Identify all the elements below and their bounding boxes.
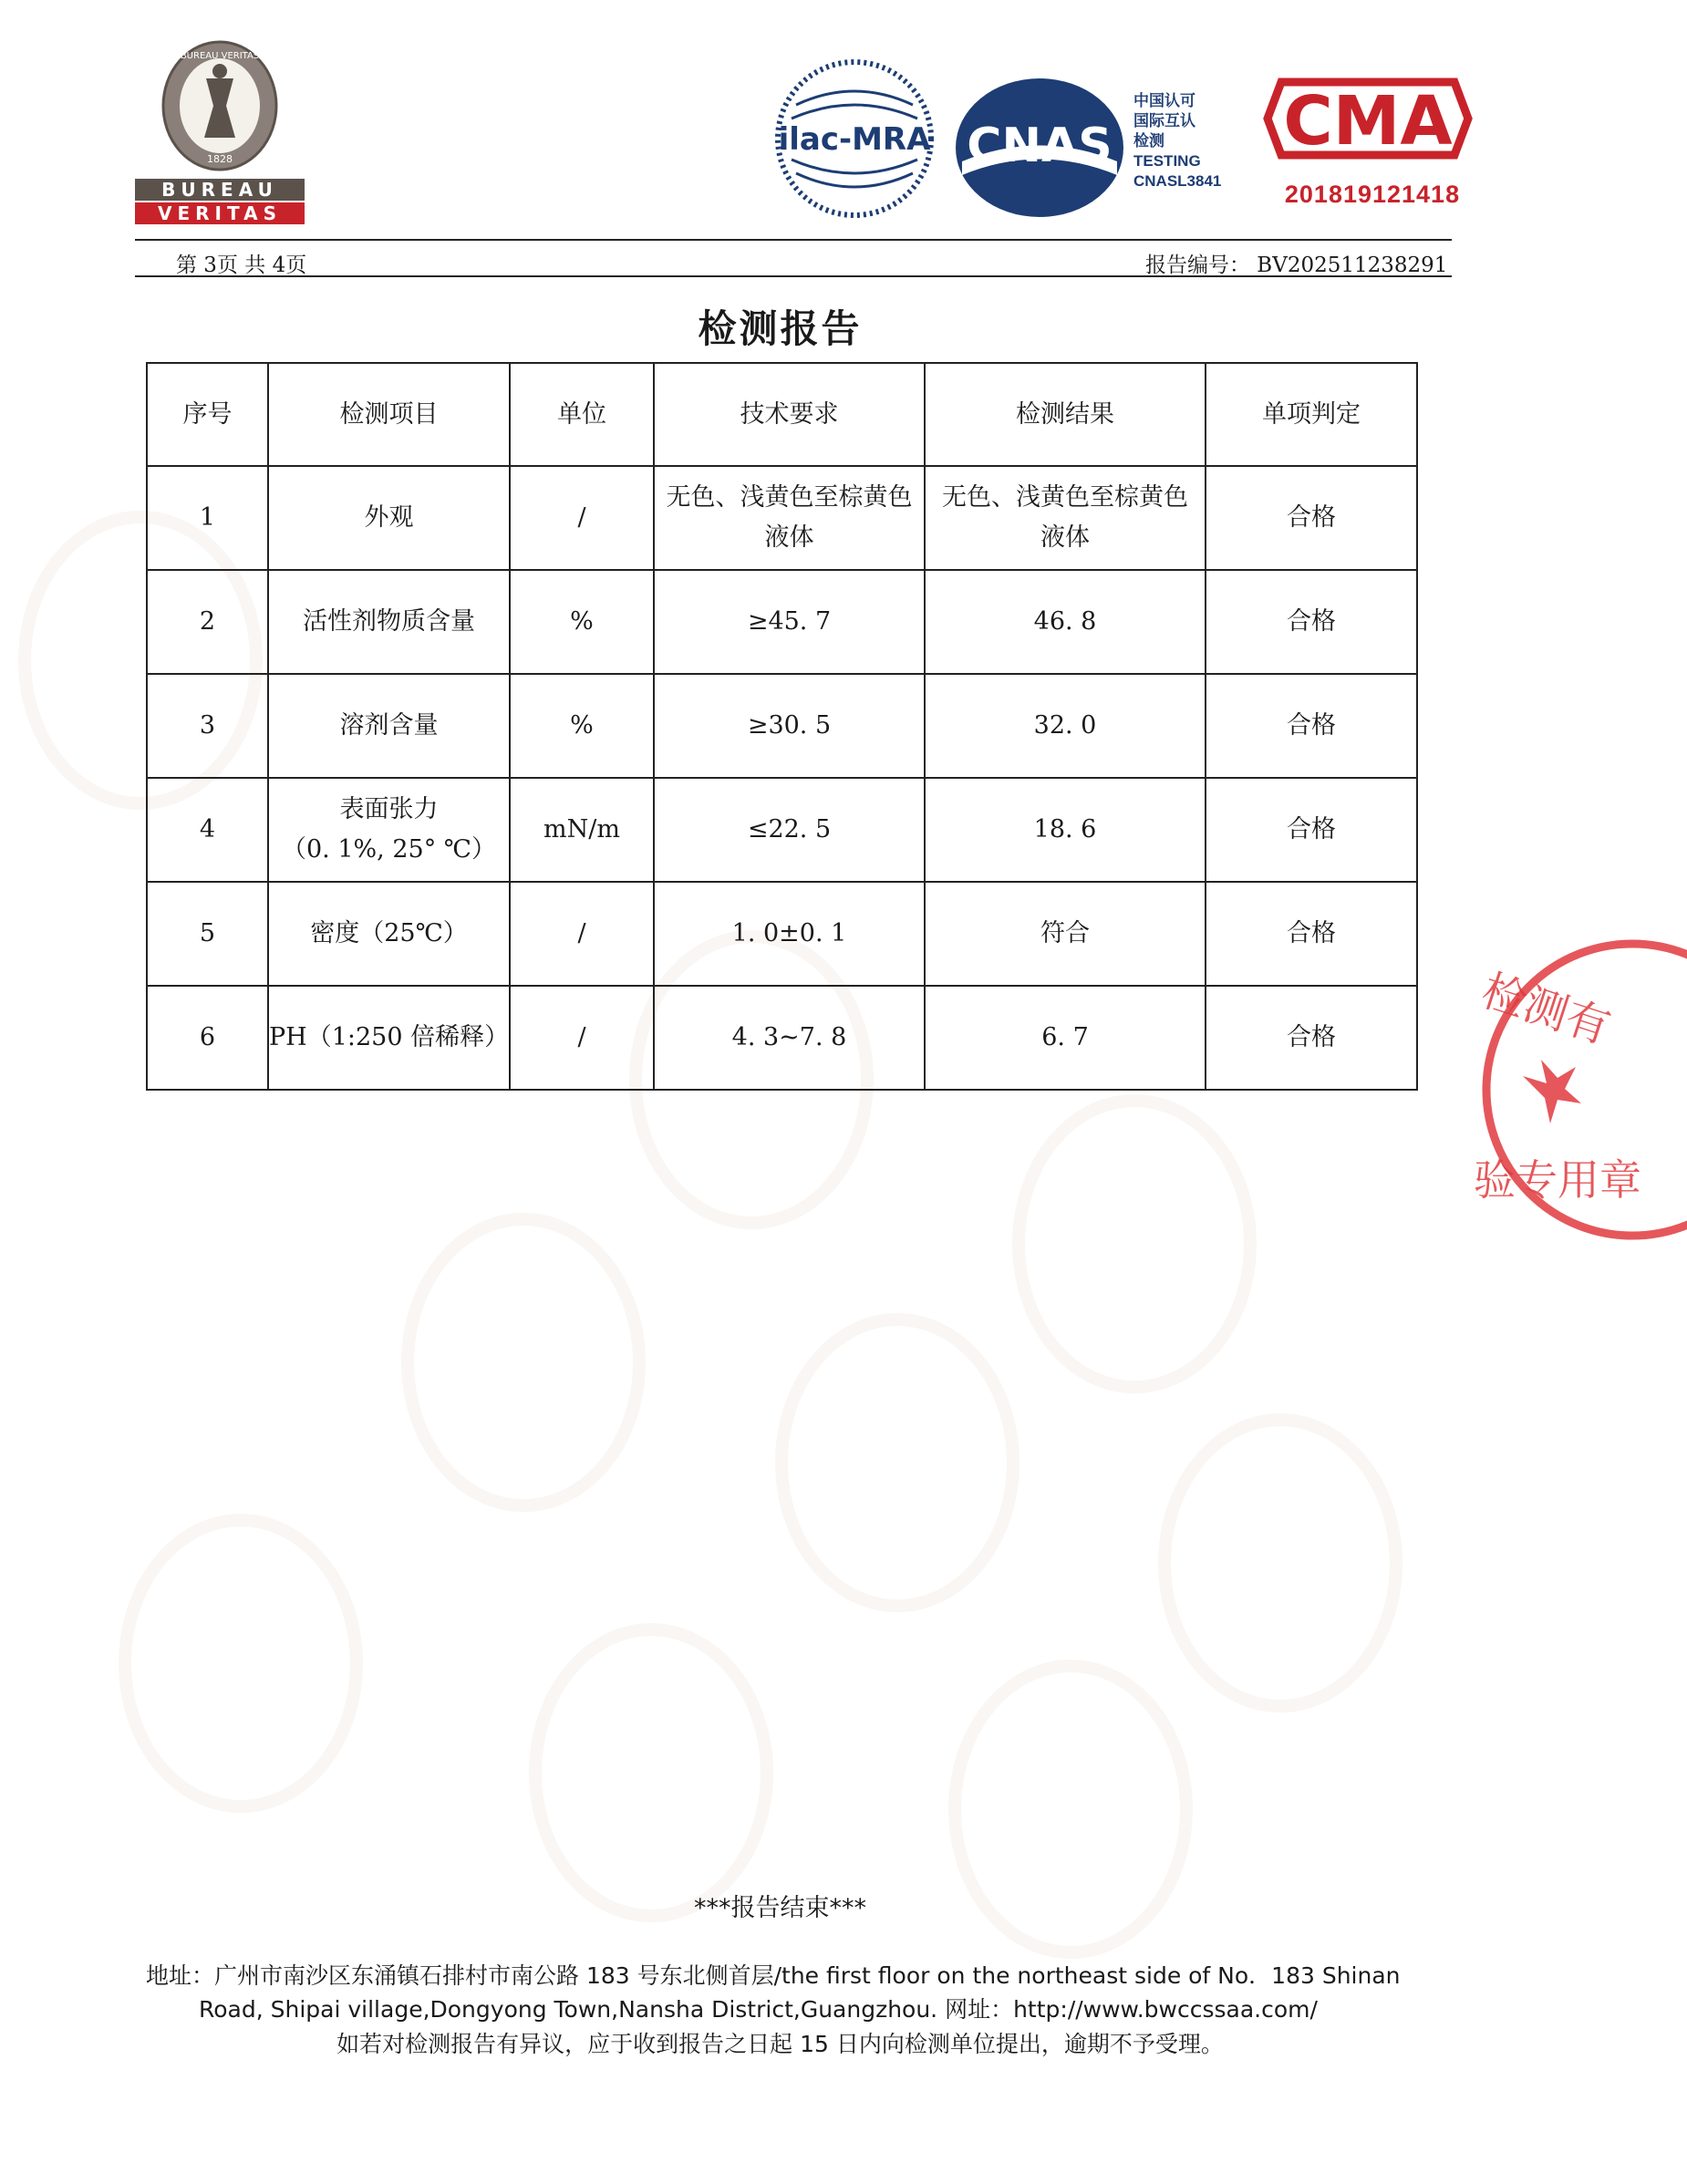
watermark-seal (1158, 1413, 1402, 1713)
cnas-caption (1133, 91, 1261, 191)
cell-requirement (654, 778, 925, 882)
cell-result-line: 32. 0 (1033, 711, 1097, 740)
cell-requirement-line: 液体 (764, 523, 814, 552)
cnas-logo-text: CNAS (967, 119, 1113, 173)
watermark-seal (529, 1623, 773, 1922)
cell-no: 5 (147, 882, 268, 986)
page-info: 第 3页 共 4页 (176, 254, 307, 277)
cell-no: 1 (147, 466, 268, 570)
watermark-seal (775, 1313, 1019, 1612)
cma-logo-text: CMA (1283, 82, 1453, 160)
report-number: 报告编号： BV202511238291 (1145, 254, 1448, 277)
header-rule-top (135, 239, 1452, 241)
cell-requirement (654, 674, 925, 778)
cell-item-line: 表面张力 (339, 795, 439, 823)
table-header-row (147, 363, 1417, 466)
cell-unit: % (510, 674, 654, 778)
cell-result (925, 674, 1206, 778)
header-no: 序号 (147, 363, 268, 466)
cell-unit: % (510, 570, 654, 674)
cell-unit: mN/m (510, 778, 654, 882)
bv-veritas-text: VERITAS (158, 202, 282, 224)
cell-item-line: 外观 (364, 503, 414, 532)
cell-result (925, 986, 1206, 1090)
cell-requirement-line: 1. 0±0. 1 (731, 919, 847, 947)
cell-no: 6 (147, 986, 268, 1090)
cell-item (268, 466, 510, 570)
header-result: 检测结果 (925, 363, 1206, 466)
cnas-caption-line: CNASL3841 (1133, 172, 1222, 190)
cma-logo (1263, 73, 1473, 164)
table-row (147, 466, 1417, 570)
report-end-mark: ***报告结束*** (694, 1894, 866, 1922)
cell-result (925, 778, 1206, 882)
cnas-caption-line: 国际互认 (1133, 112, 1195, 129)
cell-item-line: 活性剂物质含量 (303, 607, 475, 636)
header-item: 检测项目 (268, 363, 510, 466)
cell-result (925, 882, 1206, 986)
cell-result (925, 570, 1206, 674)
cell-requirement-line: ≤22. 5 (747, 815, 832, 844)
table-row (147, 882, 1417, 986)
cell-requirement (654, 466, 925, 570)
cell-verdict: 合格 (1206, 778, 1417, 882)
header-requirement: 技术要求 (654, 363, 925, 466)
cell-item (268, 882, 510, 986)
cell-verdict: 合格 (1206, 570, 1417, 674)
ilac-mra-logo (773, 55, 936, 223)
cell-verdict: 合格 (1206, 986, 1417, 1090)
results-table (146, 362, 1418, 1091)
cnas-caption-line: 检测 (1133, 132, 1164, 150)
header-rule-bottom (135, 275, 1452, 277)
cell-verdict: 合格 (1206, 674, 1417, 778)
cell-item-line: 溶剂含量 (339, 711, 439, 740)
watermark-seal (1012, 1094, 1257, 1393)
cnas-logo (953, 75, 1126, 221)
page-title: 检测报告 (698, 306, 863, 351)
cell-unit: / (510, 882, 654, 986)
cell-no: 4 (147, 778, 268, 882)
cell-requirement-line: ≥30. 5 (747, 711, 832, 740)
cell-requirement (654, 986, 925, 1090)
cell-item (268, 674, 510, 778)
ilac-logo-text: ilac-MRA (778, 121, 931, 158)
watermark-seal (401, 1213, 646, 1512)
cell-result-line: 无色、浅黄色至棕黄色 (942, 483, 1188, 512)
cell-no: 3 (147, 674, 268, 778)
cell-result-line: 6. 7 (1041, 1023, 1089, 1051)
cell-verdict: 合格 (1206, 466, 1417, 570)
address-line-1: 地址：广州市南沙区东涌镇石排村市南公路 183 号东北侧首层/the first floor on the northeast side of No．183 Shinan (146, 1962, 1401, 1989)
cell-verdict: 合格 (1206, 882, 1417, 986)
bv-bureau-text: BUREAU (161, 179, 278, 201)
cell-item-line: 密度（25℃） (310, 919, 468, 947)
table-row (147, 986, 1417, 1090)
cell-result-line: 46. 8 (1033, 607, 1097, 636)
cell-item (268, 778, 510, 882)
cell-result-line: 液体 (1040, 523, 1090, 552)
inspection-stamp (1468, 930, 1687, 1258)
header-verdict: 单项判定 (1206, 363, 1417, 466)
bv-logo-text: BUREAU VERITAS (180, 51, 260, 61)
cell-item-line: （0. 1%, 25° ℃） (282, 835, 496, 864)
cnas-caption-line: 中国认可 (1133, 92, 1195, 109)
table-row (147, 778, 1417, 882)
cell-requirement-line: 无色、浅黄色至棕黄色 (666, 483, 913, 512)
stamp-text-top: 检测有 (1475, 965, 1617, 1054)
watermark-seal (119, 1514, 363, 1813)
header-unit: 单位 (510, 363, 654, 466)
cell-requirement-line: 4. 3~7. 8 (731, 1023, 847, 1051)
objection-notice: 如若对检测报告有异议，应于收到报告之日起 15 日内向检测单位提出，逾期不予受理。 (336, 2031, 1224, 2057)
cell-result-line: 18. 6 (1033, 815, 1097, 844)
cell-result (925, 466, 1206, 570)
bureau-veritas-logo (135, 42, 305, 229)
cell-item (268, 986, 510, 1090)
cell-item (268, 570, 510, 674)
table-row (147, 570, 1417, 674)
cell-unit: / (510, 986, 654, 1090)
cma-number: 201819121418 (1284, 181, 1461, 208)
bv-logo-year: 1828 (207, 153, 233, 165)
table-row (147, 674, 1417, 778)
cnas-caption-line: TESTING (1133, 152, 1201, 170)
cell-unit: / (510, 466, 654, 570)
stamp-text-bottom: 验专用章 (1474, 1155, 1641, 1205)
address-line-2: Road, Shipai village,Dongyong Town,Nansha District,Guangzhou. 网址：http://www.bwccssaa.com/ (199, 1996, 1318, 2023)
cell-result-line: 符合 (1040, 919, 1090, 947)
cell-requirement (654, 570, 925, 674)
cell-item-line: PH（1:250 倍稀释） (269, 1023, 510, 1051)
cell-requirement (654, 882, 925, 986)
cell-no: 2 (147, 570, 268, 674)
cell-requirement-line: ≥45. 7 (747, 607, 832, 636)
